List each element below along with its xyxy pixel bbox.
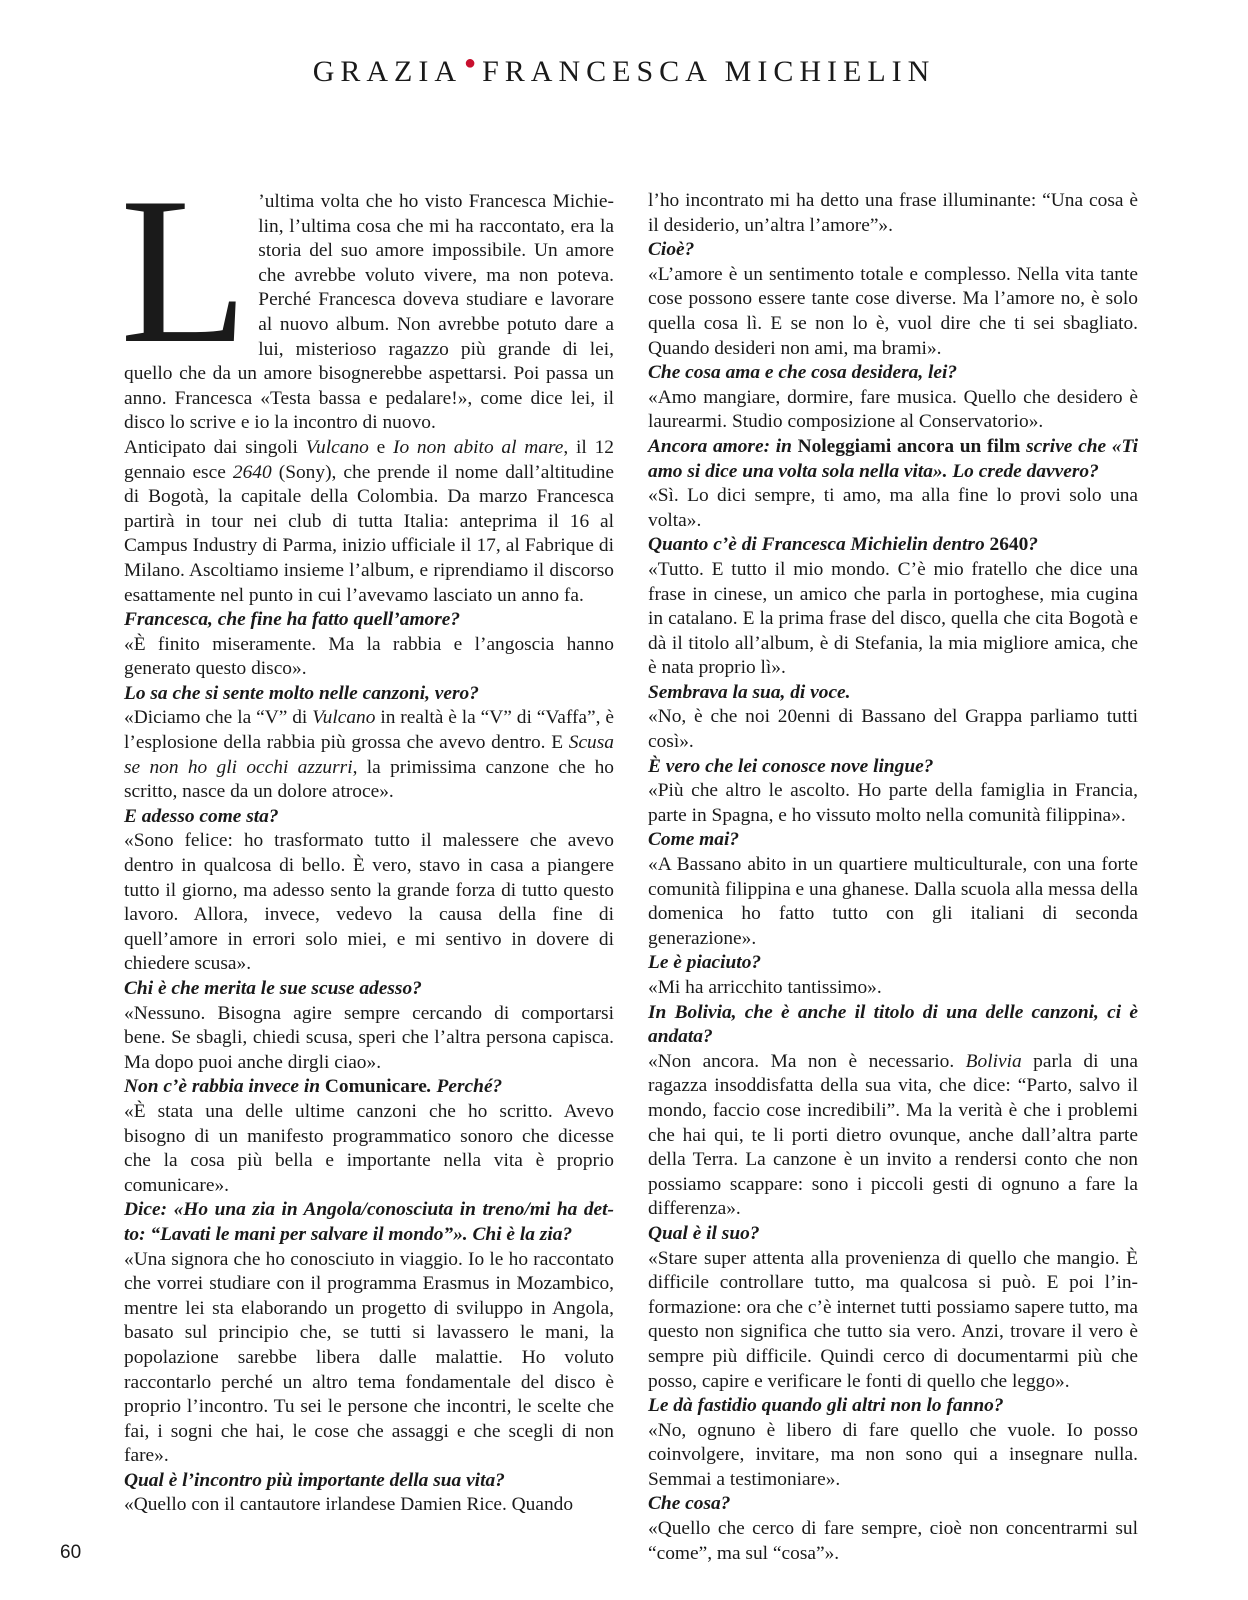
intro-paragraph <box>120 155 614 436</box>
answer: «No, è che noi 20enni di Bassano del Grappa parliamo tutti così». <box>648 706 1138 753</box>
answer: «Sì. Lo dici sempre, ti amo, ma alla fine lo provi solo una volta». <box>648 485 1138 531</box>
answer: «Più che altro le ascolto. Ho parte della famiglia in Francia, parte in Spagna, e ho vissuto molto nella comunità filippina». <box>648 780 1138 826</box>
answer: «Quello che cerco di fare sempre, cioè non concentrarmi sul “come”, ma sul “cosa”». <box>648 1518 1138 1564</box>
answer: «Diciamo che la “V” di Vulcano in realtà è la “V” di “Vaffa”, è l’esplosione della rabbia più grossa che avevo dentro. E Scusa se non ho gli occhi azzurri, la primissima canzone che ho scritto, nasce da un dolore atroce». <box>124 707 614 803</box>
answer: «Amo mangiare, dormire, fare musica. Quello che desidero è laurearmi. Studio composizione al Conservatorio». <box>648 386 1138 433</box>
question: Chi è che merita le sue scuse adesso? <box>124 978 422 999</box>
paragraph: Anticipato dai singoli Vulcano e Io non abito al mare, il 12 gennaio esce 2640 (Sony), che prende il nome dall’altitudine di Bogotà, la capitale della Colombia. Da marzo Francesca partirà in tour nei club di tutta Italia: anteprima il 16 al Campus Industry di Parma, inizio ufficiale il 17, al Fabrique di Milano. Ascoltiamo insieme l’album, e riprendiamo il discorso esattamente nel punto in cui l’avevamo lasciato un anno fa. <box>124 436 614 606</box>
answer: «No, ognuno è libero di fare quello che vuole. Io posso coinvolgere, invitare, ma non sono qui a insegnare nulla. Semmai a testimoniare». <box>648 1419 1138 1490</box>
question: Non c’è rabbia invece in Comunicare. Perché? <box>124 1076 503 1098</box>
question: Ancora amore: in Noleggiami ancora un film scrive che «Ti amo si dice una volta sola nella vita». Lo crede davvero? <box>648 435 1138 482</box>
article-subject: FRANCESCA MICHIELIN <box>482 55 936 88</box>
question: Dice: «Ho una zia in Angola/conosciuta in treno/mi ha detto: “Lavati le mani per salvare il mondo”». Chi è la zia? <box>124 1199 614 1245</box>
answer: «L’amore è un sentimento totale e complesso. Nella vita tante cose possono essere tante cose diverse. Ma l’amore no, è solo quella cosa lì. E se non lo è, vuol dire che ti sei sbagliato. Quando desideri non ami, ma brami». <box>648 263 1138 359</box>
page-number: 60 <box>60 1542 82 1563</box>
question: Le è piaciuto? <box>648 952 762 974</box>
question: Qual è l’incontro più importante della sua vita? <box>124 1469 505 1491</box>
question: Come mai? <box>648 829 740 851</box>
answer: «Nessuno. Bisogna agire sempre cercando di comportarsi bene. Se sbagli, chiedi scusa, speri che l’altra persona capisca. Ma dopo puoi anche dirgli ciao». <box>124 1002 614 1073</box>
answer: «Sono felice: ho trasformato tutto il malessere che avevo dentro in qualcosa di bello. È vero, stavo in casa a piangere tutto il giorno, ma adesso sento la grande forza di tutto questo lavoro. Allora, invece, vedevo la causa della fine di quell’amore in errori solo miei, e mi sentivo in dovere di chiedere scusa». <box>124 830 614 975</box>
answer: «Stare super attenta alla provenienza di quello che mangio. È difficile controllare tutto, ma qualcosa si può. E poi l’informazione: ora che c’è internet tutti possiamo sapere tutto, ma questo non significa che tutto sia vero. Anzi, trovare il vero è sempre più difficile. Quindi cerco di documentarmi più che posso, capire e verificare le fonti di quello che leggo». <box>648 1247 1138 1392</box>
red-dot-icon: ● <box>464 52 477 74</box>
question: In Bolivia, che è anche il titolo di una delle canzoni, ci è andata? <box>648 1001 1138 1048</box>
question: Lo sa che si sente molto nelle canzoni, vero? <box>124 682 479 704</box>
question: È vero che lei conosce nove lingue? <box>648 755 934 777</box>
question: Che cosa? <box>648 1493 731 1515</box>
question: Qual è il suo? <box>648 1222 760 1244</box>
answer: «Mi ha arricchito tantissimo». <box>648 977 882 998</box>
answer: «Non ancora. Ma non è necessario. Bolivia parla di una ragazza insoddisfatta della sua vita, che dice: “Parto, salvo il mondo, faccio cose incredibili”. Ma la verità è che i problemi che hai qui, te li porti dietro ovunque, anche dall’altra parte della Terra. La canzone è un invito a rendersi conto che non possiamo scappare: sono i piccoli gesti di ognuno a fare la differenza». <box>648 1050 1138 1220</box>
question: Francesca, che fine ha fatto quell’amore? <box>124 609 461 631</box>
question: E adesso come sta? <box>124 805 279 827</box>
left-column <box>120 155 614 1518</box>
answer: «È finito miseramente. Ma la rabbia e l’angoscia hanno generato questo disco». <box>124 633 614 680</box>
answer: l’ho incontrato mi ha detto una frase illuminante: “Una cosa è il desiderio, un’altra l’amore”». <box>648 190 1138 236</box>
magazine-header <box>0 52 1248 89</box>
drop-cap: L <box>120 155 249 387</box>
right-column <box>648 189 1138 1566</box>
question: Le dà fastidio quando gli altri non lo fanno? <box>648 1395 1004 1417</box>
answer: «Tutto. E tutto il mio mondo. C’è mio fratello che dice una frase in cinese, un amico che parla in portoghese, mia cugina in catalano. E la prima frase del disco, quella che cita Bogotà e dà il titolo all’album, è di Stefania, la mia migliore amica, che è nata proprio lì». <box>648 558 1138 679</box>
intro-text: ’ultima volta che ho visto Francesca Michielin, l’ultima cosa che mi ha raccontato, era la storia del suo amore impossibile. Un amore che avrebbe voluto vivere, ma non poteva. Perché Francesca doveva studiare e lavorare al nuovo album. Non avrebbe potuto dare a lui, misterioso ragazzo più grande di lei, quello che da un amore bisognerebbe aspettarsi. Poi passa un anno. Francesca «Testa bassa e pedalare!», come dice lei, il disco lo scrive e io la incontro di nuovo. <box>124 191 614 434</box>
answer: «Una signora che ho conosciuto in viaggio. Io le ho raccontato che vorrei studiare con il programma Erasmus in Mozambico, mentre lei sta elaborando un progetto di sviluppo in Angola, basato sul principio che, se tutti si lavassero le mani, la popolazione sarebbe libera dalle malattie. Ho voluto raccontarlo perché un altro tema fondamentale del disco è proprio l’incontro. Tu sei le persone che incontri, le scelte che fai, i sogni che hai, le cose che assaggi e che scegli di non fare». <box>124 1248 614 1467</box>
brand-name: GRAZIA <box>312 55 463 88</box>
question: Che cosa ama e che cosa desidera, lei? <box>648 362 958 384</box>
answer: «A Bassano abito in un quartiere multiculturale, con una forte comunità filippina e una ghanese. Dalla scuola alla messa della domenica ho fatto tutto con gli italiani di seconda generazione». <box>648 854 1138 949</box>
answer: «Quello con il cantautore irlandese Damien Rice. Quando <box>124 1494 574 1516</box>
question: Sembrava la sua, di voce. <box>648 681 851 703</box>
answer: «È stata una delle ultime canzoni che ho scritto. Avevo bisogno di un manifesto programmatico sonoro che dicesse che la cosa più bella e importante nella vita è proprio comunicare». <box>124 1100 614 1196</box>
question: Quanto c’è di Francesca Michielin dentro 2640? <box>648 534 1038 556</box>
question: Cioè? <box>648 239 695 261</box>
